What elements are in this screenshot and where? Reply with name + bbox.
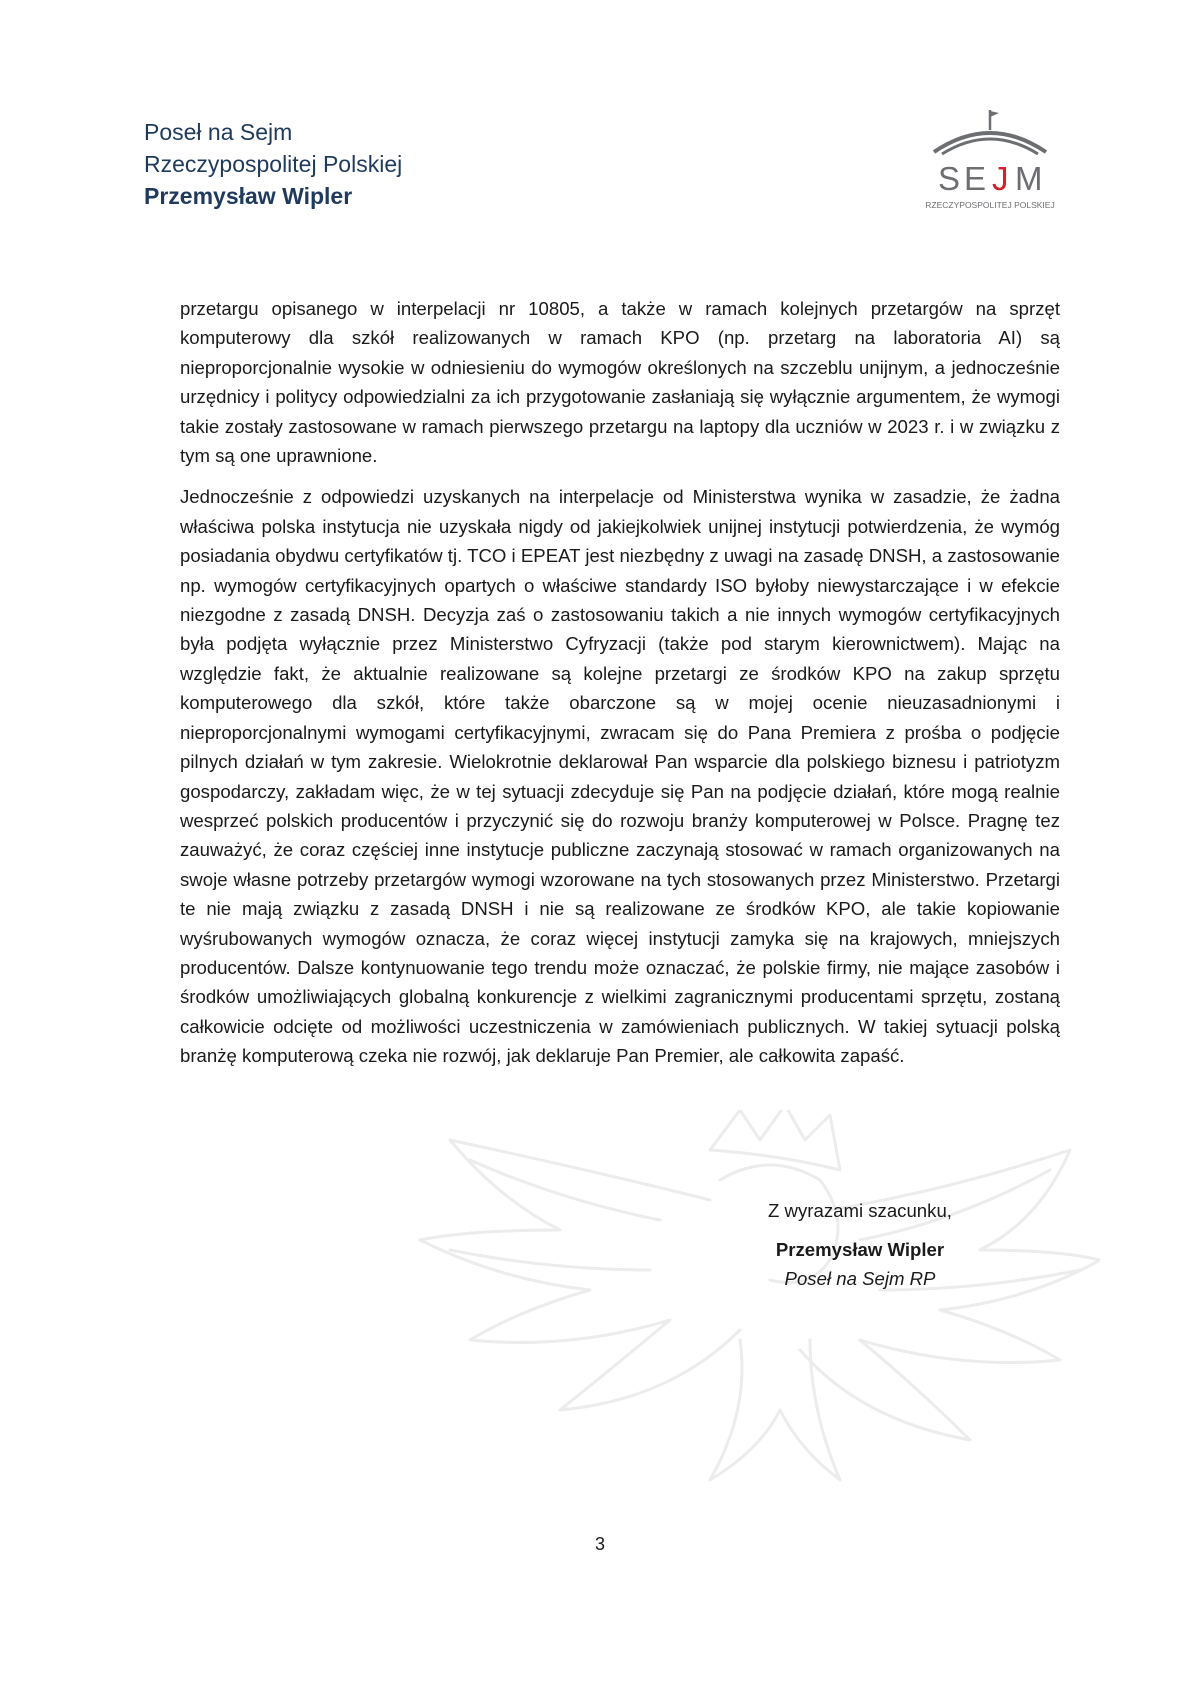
sejm-logo-j: J [992, 160, 1013, 197]
signer-name: Przemysław Wipler [775, 1239, 945, 1260]
letterhead-line-2: Rzeczypospolitej Polskiej [144, 151, 403, 177]
closing-regards: Z wyrazami szacunku, [768, 1200, 952, 1221]
letter-body [180, 294, 1060, 1083]
paragraph: Jednocześnie z odpowiedzi uzyskanych na interpelacje od Ministerstwa wynika w zasadzie, że żadna właściwa polska instytucja nie uzyskała nigdy od jakiejkolwiek unijnej instytucji potwierdzenia, że wymóg posiadania obydwu certyfikatów tj. TCO i EPEAT jest niezbędny z uwagi na zasadę DNSH, a zastosowanie np. wymogów certyfikacyjnych opartych o właściwe standardy ISO byłoby niewystarczające i w efekcie niezgodne z zasadą DNSH. Decyzja zaś o zastosowaniu takich a nie innych wymogów certyfikacyjnych była podjęta wyłącznie przez Ministerstwo Cyfryzacji (także pod starym kierownictwem). Mając na względzie fakt, że aktualnie realizowane są kolejne przetargi ze środków KPO na zakup sprzętu komputerowego dla szkół, które także obarczone są w mojej ocenie nieuzasadnionymi i nieproporcjonalnymi wymogami certyfikacyjnymi, zwracam się do Pana Premiera z prośba o podjęcie pilnych działań w tym zakresie. Wielokrotnie deklarował Pan wsparcie dla polskiego biznesu i patriotyzm gospodarczy, zakładam więc, że w tej sytuacji zdecyduje się Pan na podjęcie działań, które mogą realnie wesprzeć polskich producentów i przyczynić się do rozwoju branży komputerowej w Polsce. Pragnę tez zauważyć, że coraz częściej inne instytucje publiczne zaczynają stosować w ramach organizowanych na swoje własne potrzeby przetargów wymogi wzorowane na tych stosowanych przez Ministerstwo. Przetargi te nie mają związku z zasadą DNSH i nie są realizowane ze środków KPO, ale takie kopiowanie wyśrubowanych wymogów oznacza, że coraz więcej instytucji zamyka się na krajowych, mniejszych producentów. Dalsze kontynuowanie tego trendu może oznaczać, że polskie firmy, nie mające zasobów i środków umożliwiających globalną konkurencje z wielkimi zagranicznymi producentami sprzętu, zostaną całkowicie odcięte od możliwości uczestniczenia w zamówieniach publicznych. W takiej sytuacji polską branżę komputerową czeka nie rozwój, jak deklaruje Pan Premier, ale całkowita zapaść. [180, 486, 1060, 1067]
sejm-logo-m: M [1015, 160, 1047, 197]
eagle-watermark-icon [410, 1110, 1100, 1490]
sejm-logo-subtitle: RZECZYPOSPOLITEJ POLSKIEJ [925, 200, 1055, 210]
signature-block [700, 1196, 1020, 1293]
letterhead-name: Przemysław Wipler [144, 183, 353, 209]
letterhead [144, 116, 402, 212]
letterhead-line-1: Poseł na Sejm [144, 119, 293, 145]
sejm-logo [920, 108, 1060, 212]
sejm-logo-e: E [964, 160, 991, 197]
page-number: 3 [594, 1534, 605, 1554]
signer-role: Poseł na Sejm RP [784, 1268, 936, 1289]
paragraph: przetargu opisanego w interpelacji nr 10805, a także w ramach kolejnych przetargów na sprzęt komputerowy dla szkół realizowanych w ramach KPO (np. przetarg na laboratoria AI) są nieproporcjonalnie wysokie w odniesieniu do wymogów określonych na szczeblu unijnym, a jednocześnie urzędnicy i politycy odpowiedzialni za ich przygotowanie zasłaniają się wyłącznie argumentem, że wymogi takie zostały zastosowane w ramach pierwszego przetargu na laptopy dla uczniów w 2023 r. i w związku z tym są one uprawnione. [180, 298, 1060, 467]
sejm-logo-s: S [938, 160, 965, 197]
